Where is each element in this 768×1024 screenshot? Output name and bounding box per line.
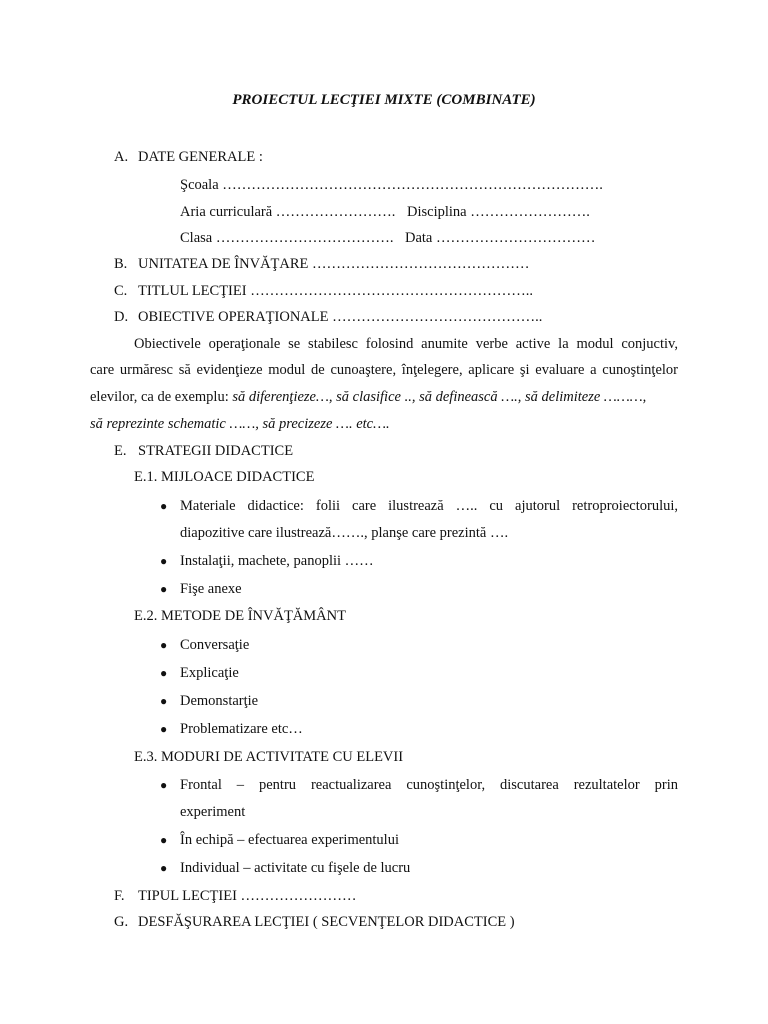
section-c <box>114 282 533 300</box>
e3-item-1-line-2: experiment <box>180 804 246 820</box>
curriculum-field: Aria curriculară ……………………. <box>180 204 396 220</box>
section-e <box>114 442 293 460</box>
objectives-paragraph-line-1: Obiectivele operaţionale se stabilesc folosind anumite verbe active la modul conjuctiv, <box>134 336 678 352</box>
class-field: Clasa ………………………………. <box>180 230 394 246</box>
e3-item-1-line-1: Frontal – pentru reactualizarea cunoştinţelor, discutarea rezultatelor prin <box>180 777 678 793</box>
bullet-icon: ● <box>160 722 168 736</box>
discipline-field: Disciplina ……………………. <box>407 204 590 220</box>
bullet-icon: ● <box>160 833 168 847</box>
section-f-label: F. <box>114 888 125 904</box>
section-e-title: STRATEGII DIDACTICE <box>138 443 294 459</box>
bullet-icon: ● <box>160 582 168 596</box>
section-a-title: DATE GENERALE : <box>138 149 263 165</box>
e3-item-2: În echipă – efectuarea experimentului <box>180 832 399 848</box>
section-b-label: B. <box>114 256 128 272</box>
e2-item-2: Explicaţie <box>180 665 239 681</box>
objectives-paragraph-line-2: care urmăresc să evidenţieze modul de cunoaştere, înţelegere, aplicare şi evaluare a cunoştinţelor <box>90 362 678 378</box>
section-e-label: E. <box>114 443 127 459</box>
document-title: PROIECTUL LECŢIEI MIXTE (COMBINATE) <box>232 92 536 108</box>
section-c-label: C. <box>114 283 128 299</box>
section-f-text: TIPUL LECŢIEI …………………… <box>138 888 357 904</box>
section-d <box>114 308 542 326</box>
bullet-icon: ● <box>160 778 168 792</box>
section-g <box>114 913 515 931</box>
section-f <box>114 887 357 905</box>
objectives-example-intro: elevilor, ca de exemplu: <box>90 389 229 405</box>
e1-heading: E.1. MIJLOACE DIDACTICE <box>134 469 315 485</box>
e1-item-1-line-2: diapozitive care ilustrează……., planşe care prezintă …. <box>180 525 509 541</box>
bullet-icon: ● <box>160 554 168 568</box>
section-a-heading <box>114 148 263 166</box>
e1-item-3: Fişe anexe <box>180 581 242 597</box>
e2-item-4: Problematizare etc… <box>180 721 303 737</box>
section-d-text: OBIECTIVE OPERAŢIONALE …………………………………….. <box>138 309 543 325</box>
e3-heading: E.3. MODURI DE ACTIVITATE CU ELEVII <box>134 749 404 765</box>
e2-item-1: Conversaţie <box>180 637 250 653</box>
e1-item-2: Instalaţii, machete, panoplii …… <box>180 553 374 569</box>
e2-item-3: Demonstarţie <box>180 693 259 709</box>
school-field: Şcoala ……………………………………………………………………. <box>180 177 603 193</box>
section-d-label: D. <box>114 309 129 325</box>
date-field: Data …………………………… <box>405 230 596 246</box>
objectives-paragraph-line-3 <box>90 388 646 406</box>
section-g-text: DESFĂŞURAREA LECŢIEI ( SECVENŢELOR DIDACTICE ) <box>138 914 515 930</box>
bullet-icon: ● <box>160 861 168 875</box>
section-g-label: G. <box>114 914 129 930</box>
e3-item-3: Individual – activitate cu fişele de lucru <box>180 860 411 876</box>
section-a-label: A. <box>114 149 129 165</box>
bullet-icon: ● <box>160 666 168 680</box>
bullet-icon: ● <box>160 694 168 708</box>
section-c-text: TITLUL LECŢIEI ………………………………………………….. <box>138 283 533 299</box>
e1-item-1-line-1: Materiale didactice: folii care ilustrează ….. cu ajutorul retroproiectorului, <box>180 498 678 514</box>
section-b <box>114 255 530 273</box>
bullet-icon: ● <box>160 499 168 513</box>
objectives-paragraph-line-4: să reprezinte schematic ……, să precizeze …. etc…. <box>90 416 390 432</box>
e2-heading: E.2. METODE DE ÎNVĂŢĂMÂNT <box>134 608 346 624</box>
objectives-example-verbs: să diferenţieze…, să clasifice .., să definească …., să delimiteze ………, <box>232 389 647 405</box>
bullet-icon: ● <box>160 638 168 652</box>
section-b-text: UNITATEA DE ÎNVĂŢARE ……………………………………… <box>138 256 530 272</box>
